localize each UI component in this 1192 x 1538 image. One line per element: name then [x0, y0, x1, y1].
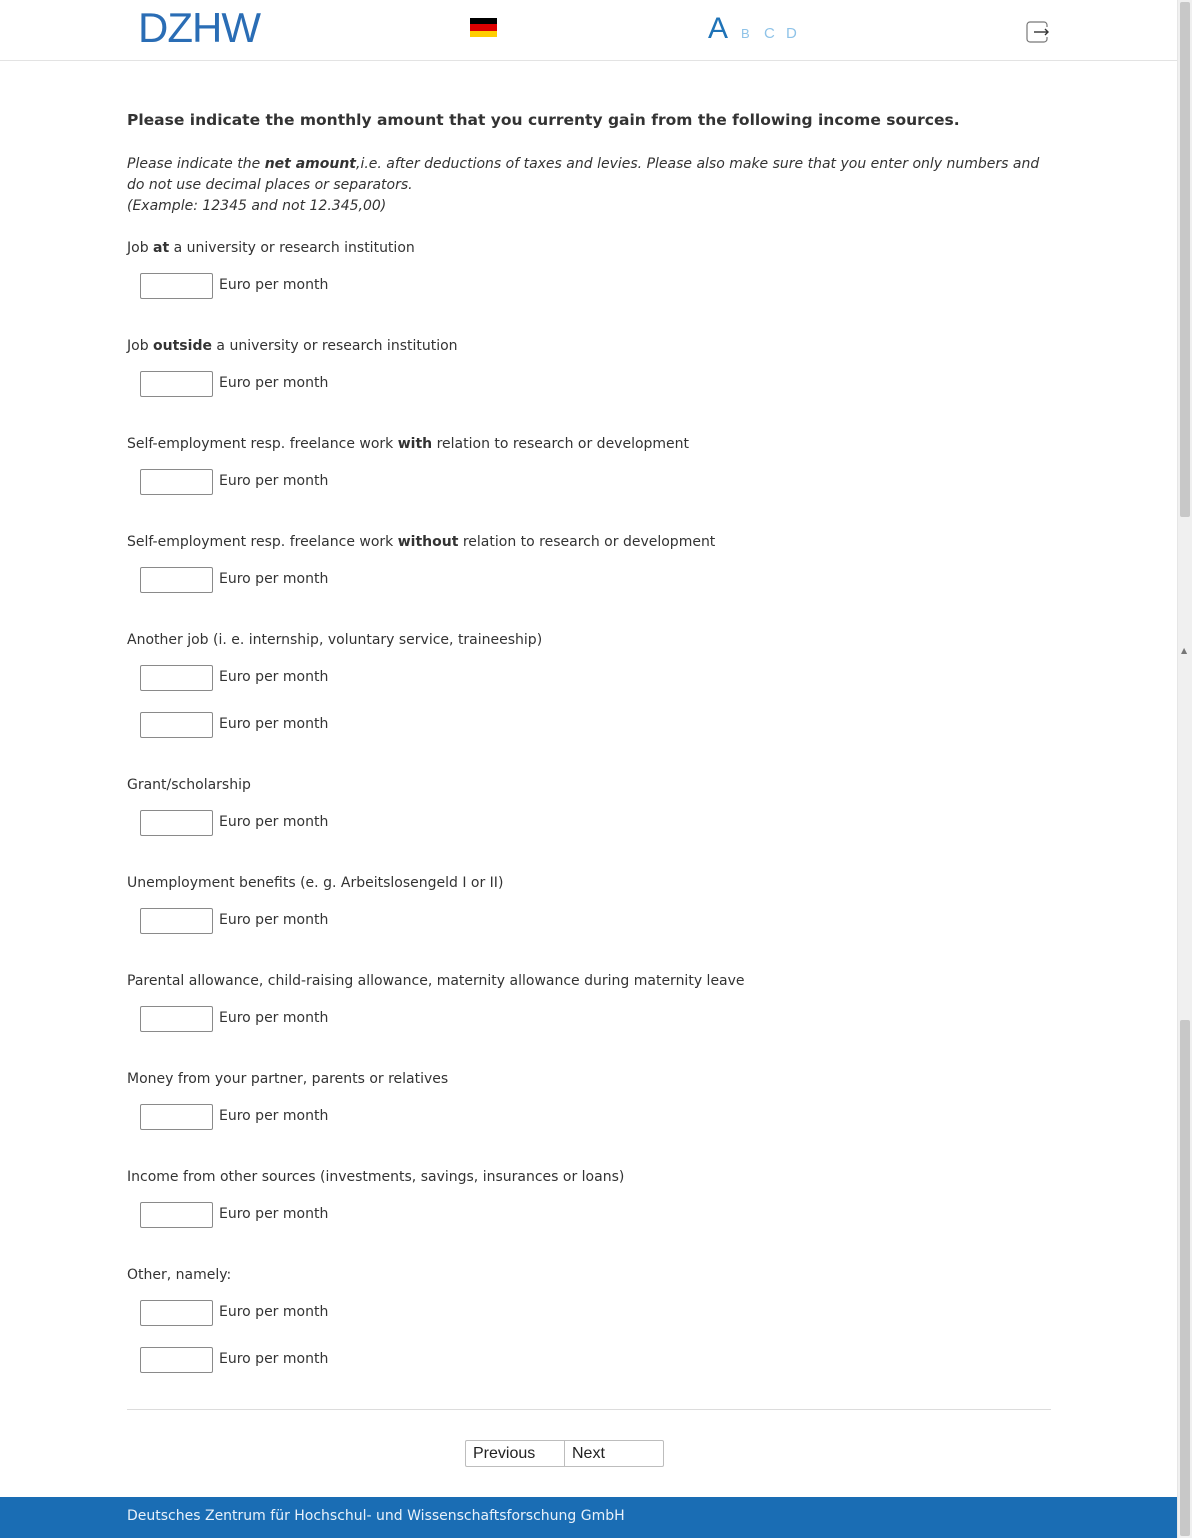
question-label: [127, 532, 1051, 552]
unit-label: Euro per month: [219, 814, 329, 830]
amount-input[interactable]: [140, 1006, 213, 1032]
divider: [127, 1409, 1051, 1410]
unit-label: Euro per month: [219, 716, 329, 732]
income-question: [127, 434, 1051, 489]
logout-icon[interactable]: [1026, 21, 1050, 43]
amount-input[interactable]: [140, 1300, 213, 1326]
income-question: [127, 1069, 1051, 1124]
unit-label: Euro per month: [219, 473, 329, 489]
question-label-emphasis: at: [153, 240, 170, 256]
income-question: [127, 1265, 1051, 1367]
question-label-text: Parental allowance, child-raising allowance, maternity allowance during maternity leave: [127, 973, 745, 989]
amount-input[interactable]: [140, 567, 213, 593]
amount-input[interactable]: [140, 908, 213, 934]
question-label-emphasis: outside: [153, 338, 212, 354]
instructions: [127, 154, 1051, 217]
next-button[interactable]: Next: [564, 1440, 664, 1467]
amount-input[interactable]: [140, 1347, 213, 1373]
unit-label: Euro per month: [219, 277, 329, 293]
instructions-bold: net amount: [264, 156, 356, 172]
question-label-text: Self-employment resp. freelance work: [127, 436, 398, 452]
question-label: [127, 1069, 1051, 1089]
amount-input[interactable]: [140, 810, 213, 836]
question-label: [127, 630, 1051, 650]
question-label-text: Income from other sources (investments, savings, insurances or loans): [127, 1169, 625, 1185]
unit-label: Euro per month: [219, 1351, 329, 1367]
footer-text: Deutsches Zentrum für Hochschul- und Wissenschaftsforschung GmbH: [127, 1508, 625, 1524]
question-label-emphasis: with: [397, 436, 433, 452]
question-label: [127, 1167, 1051, 1187]
unit-label: Euro per month: [219, 571, 329, 587]
amount-input[interactable]: [140, 712, 213, 738]
previous-button[interactable]: Previous: [465, 1440, 565, 1467]
footer: [0, 1497, 1177, 1538]
question-label: [127, 971, 1051, 991]
unit-label: Euro per month: [219, 375, 329, 391]
amount-input[interactable]: [140, 273, 213, 299]
font-size-b[interactable]: B: [741, 26, 750, 41]
income-question: [127, 532, 1051, 587]
scroll-up-arrow-icon[interactable]: ▲: [1181, 646, 1188, 655]
questionnaire-content: [127, 108, 1051, 217]
question-label-text: Job: [127, 338, 154, 354]
question-label: [127, 775, 1051, 795]
amount-input[interactable]: [140, 1202, 213, 1228]
scrollbar-thumb-top[interactable]: [1180, 2, 1190, 517]
unit-label: Euro per month: [219, 1206, 329, 1222]
question-label: [127, 434, 1051, 454]
navigation: [465, 1440, 664, 1467]
font-size-c[interactable]: C: [764, 25, 775, 42]
question-label: [127, 336, 1051, 356]
amount-input[interactable]: [140, 469, 213, 495]
income-question: [127, 873, 1051, 928]
question-label-text: Other, namely:: [127, 1267, 232, 1283]
unit-label: Euro per month: [219, 669, 329, 685]
question-label-text: Another job (i. e. internship, voluntary service, traineeship): [127, 632, 543, 648]
unit-label: Euro per month: [219, 1304, 329, 1320]
question-label-text: Unemployment benefits (e. g. Arbeitslosengeld I or II): [127, 875, 504, 891]
dzhw-logo[interactable]: DZHW: [138, 4, 260, 51]
question-label-text: relation to research or development: [432, 436, 690, 452]
amount-input[interactable]: [140, 665, 213, 691]
question-label-text: Job: [127, 240, 154, 256]
question-label: [127, 1265, 1051, 1285]
scrollbar-thumb-bottom[interactable]: [1180, 1020, 1190, 1536]
question-headline: Please indicate the monthly amount that you currenty gain from the following income sources.: [127, 111, 960, 129]
income-question: [127, 630, 1051, 732]
question-label-emphasis: without: [397, 534, 459, 550]
income-question: [127, 238, 1051, 293]
question-label-text: relation to research or development: [458, 534, 716, 550]
income-question: [127, 775, 1051, 830]
unit-label: Euro per month: [219, 1010, 329, 1026]
instructions-part1: Please indicate the: [127, 156, 265, 172]
flag-germany-icon[interactable]: [470, 18, 497, 37]
question-label: [127, 238, 1051, 258]
font-size-a[interactable]: A: [708, 12, 729, 45]
question-label-text: Money from your partner, parents or relatives: [127, 1071, 449, 1087]
instructions-part2: ,i.e. after deductions of taxes and levies. Please also make sure that you enter only numbers and do not use decimal places or separators.: [127, 156, 1040, 193]
amount-input[interactable]: [140, 1104, 213, 1130]
income-question: [127, 1167, 1051, 1222]
font-size-d[interactable]: D: [786, 25, 797, 42]
income-question: [127, 336, 1051, 391]
question-label-text: Grant/scholarship: [127, 777, 251, 793]
question-label-text: a university or research institution: [211, 338, 458, 354]
unit-label: Euro per month: [219, 1108, 329, 1124]
question-label-text: Self-employment resp. freelance work: [127, 534, 398, 550]
header: [0, 0, 1177, 61]
question-label: [127, 873, 1051, 893]
unit-label: Euro per month: [219, 912, 329, 928]
amount-input[interactable]: [140, 371, 213, 397]
question-label-text: a university or research institution: [169, 240, 415, 256]
income-question: [127, 971, 1051, 1026]
scrollbar[interactable]: [1177, 0, 1192, 1538]
instructions-example: (Example: 12345 and not 12.345,00): [127, 198, 387, 214]
